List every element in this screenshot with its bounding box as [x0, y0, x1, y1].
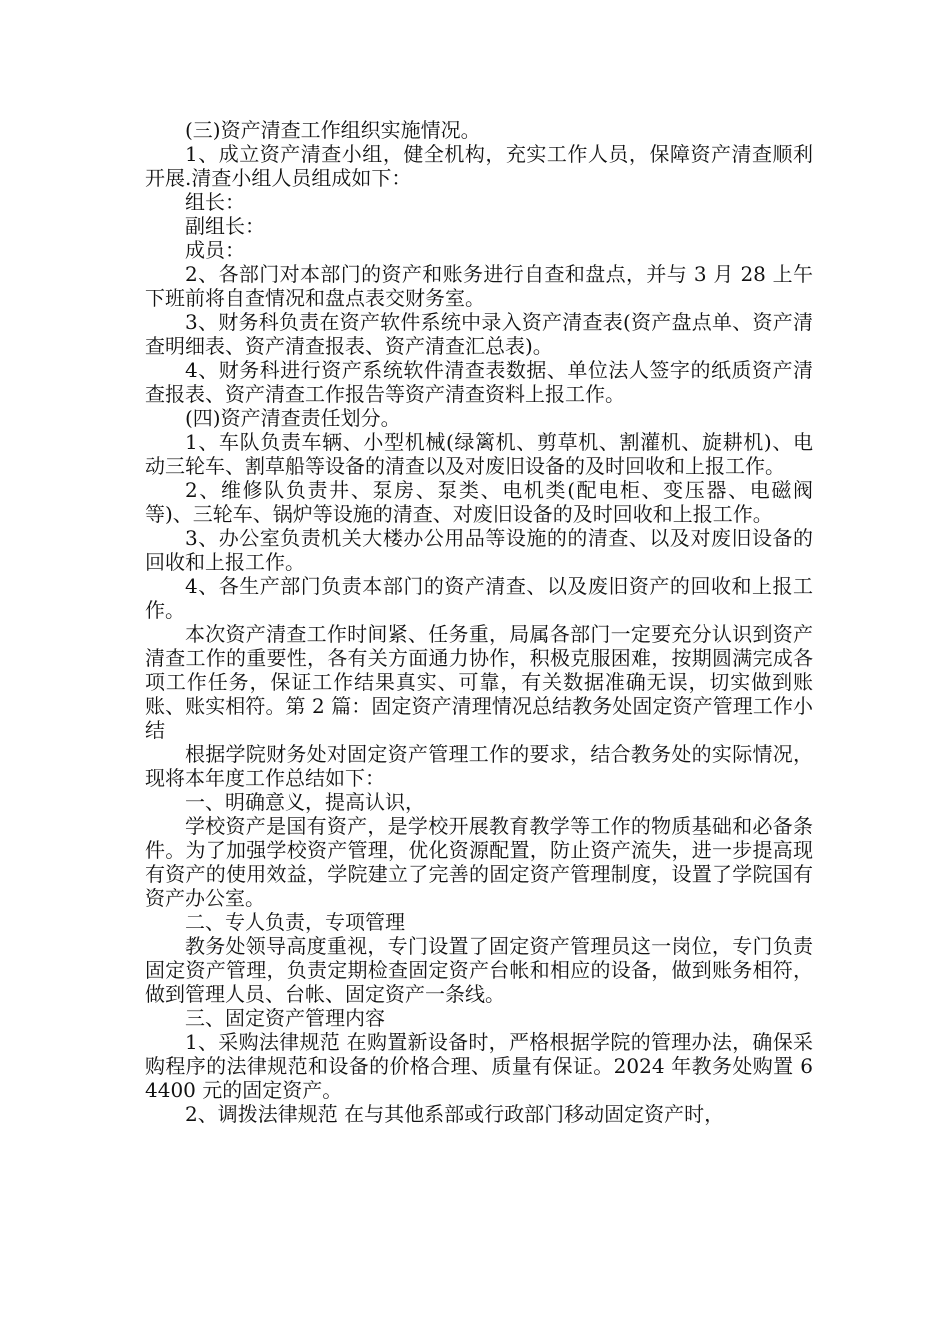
- paragraph-heading-one: 一、明确意义，提高认识，: [185, 790, 425, 814]
- paragraph-conclusion: 本次资产清查工作时间紧、任务重，局属各部门一定要充分认识到资产清查工作的重要性，各有关方面通力协作，积极克服困难，按期圆满完成各项工作任务，保证工作结果真实、可靠，有关数据准确无误，切实做到账账、账实相符。第 2 篇：固定资产清理情况总结教务处固定资产管理工作小结: [145, 622, 813, 742]
- paragraph-transfer: 2、调拨法律规范 在与其他系部或行政部门移动固定资产时，: [185, 1102, 725, 1126]
- paragraph-item-4-report: 4、财务科进行资产系统软件清查表数据、单位法人签字的纸质资产清查报表、资产清查工作报告等资产清查资料上报工作。: [145, 358, 813, 406]
- paragraph-duty-4-production: 4、各生产部门负责本部门的资产清查、以及废旧资产的回收和上报工作。: [145, 574, 813, 622]
- paragraph-members: 成员：: [185, 238, 245, 262]
- paragraph-team-leader: 组长：: [185, 190, 245, 214]
- paragraph-intro-part-2: 根据学院财务处对固定资产管理工作的要求，结合教务处的实际情况，现将本年度工作总结如下：: [145, 742, 813, 790]
- paragraph-item-2-self-check: 2、各部门对本部门的资产和账务进行自查和盘点，并与 3 月 28 上午下班前将自查情况和盘点表交财务室。: [145, 262, 813, 310]
- paragraph-duty-3-office: 3、办公室负责机关大楼办公用品等设施的的清查、以及对废旧设备的回收和上报工作。: [145, 526, 813, 574]
- paragraph-dedicated-manager: 教务处领导高度重视，专门设置了固定资产管理员这一岗位，专门负责固定资产管理，负责定期检查固定资产台帐和相应的设备，做到账务相符，做到管理人员、台帐、固定资产一条线。: [145, 934, 813, 1006]
- paragraph-duty-1-fleet: 1、车队负责车辆、小型机械(绿篱机、剪草机、割灌机、旋耕机)、电动三轮车、割草船等设备的清查以及对废旧设备的及时回收和上报工作。: [145, 430, 813, 478]
- paragraph-item-3-finance-entry: 3、财务科负责在资产软件系统中录入资产清查表(资产盘点单、资产清查明细表、资产清查报表、资产清查汇总表)。: [145, 310, 813, 358]
- paragraph-heading-three: 三、固定资产管理内容: [185, 1006, 385, 1030]
- paragraph-state-assets: 学校资产是国有资产，是学校开展教育教学等工作的物质基础和必备条件。为了加强学校资产管理，优化资源配置，防止资产流失，进一步提高现有资产的使用效益，学院建立了完善的固定资产管理制度，设置了学院国有资产办公室。: [145, 814, 813, 910]
- paragraph-section-3-heading: (三)资产清查工作组织实施情况。: [185, 118, 481, 142]
- paragraph-section-4-heading: (四)资产清查责任划分。: [185, 406, 401, 430]
- document-page: [145, 118, 813, 1126]
- paragraph-procurement: 1、采购法律规范 在购置新设备时，严格根据学院的管理办法，确保采购程序的法律规范和设备的价格合理、质量有保证。2024 年教务处购置 64400 元的固定资产。: [145, 1030, 813, 1102]
- paragraph-heading-two: 二、专人负责，专项管理: [185, 910, 405, 934]
- paragraph-duty-2-maintenance: 2、维修队负责井、泵房、泵类、电机类(配电柜、变压器、电磁阀等)、三轮车、锅炉等设施的清查、对废旧设备的及时回收和上报工作。: [145, 478, 813, 526]
- paragraph-deputy-leader: 副组长：: [185, 214, 265, 238]
- paragraph-item-1-team: 1、成立资产清查小组，健全机构，充实工作人员，保障资产清查顺利开展.清查小组人员组成如下：: [145, 142, 813, 190]
